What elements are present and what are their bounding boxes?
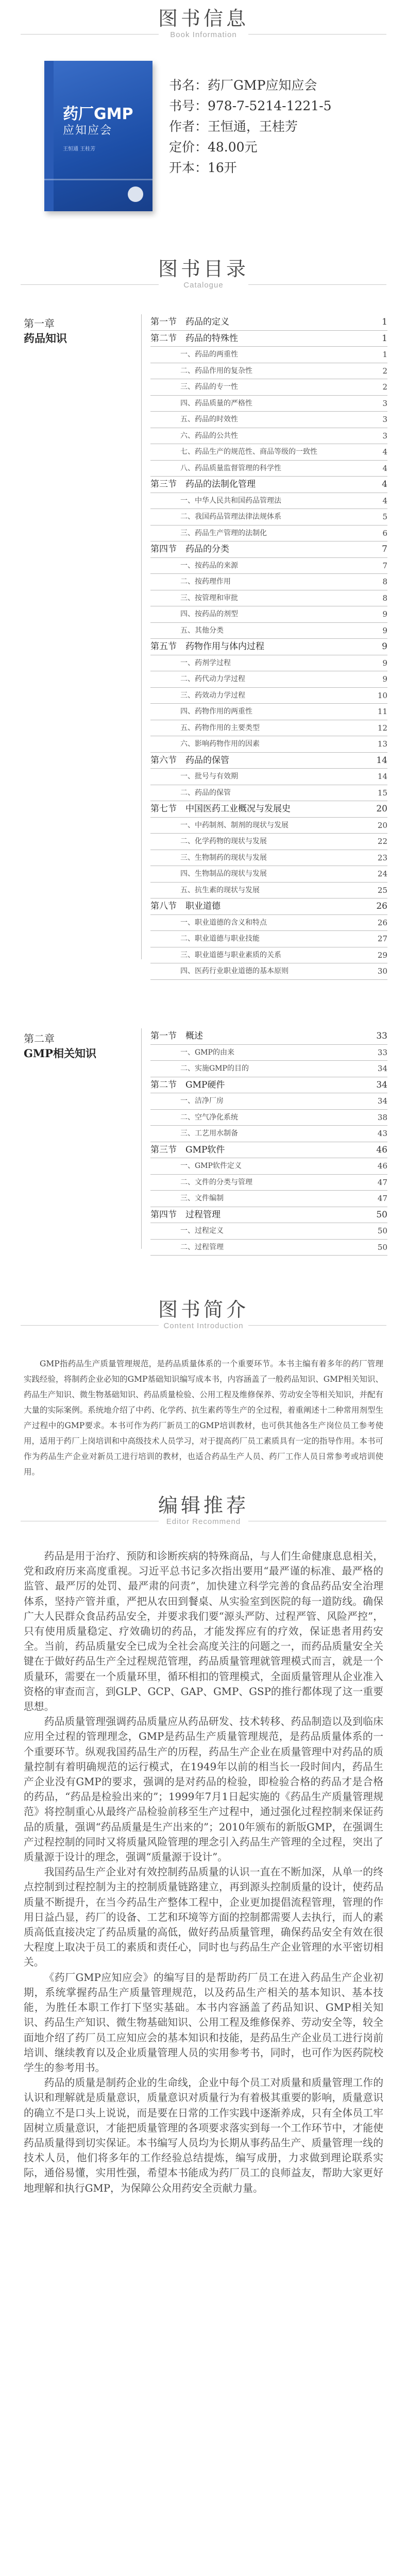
toc-subsection-row xyxy=(150,931,387,947)
toc-entry-title: 四、按药品的剂型 xyxy=(180,610,238,618)
toc-entry-title: 第六节 药品的保管 xyxy=(150,755,229,766)
recommend-banner xyxy=(0,1494,407,1527)
toc-page-number: 50 xyxy=(377,1226,387,1235)
toc-page-number: 13 xyxy=(377,739,387,749)
toc-entry-title: 一、中华人民共和国药品管理法 xyxy=(180,496,281,505)
toc-page-number: 1 xyxy=(382,350,387,359)
toc-entry-title: 二、文件的分类与管理 xyxy=(180,1178,252,1187)
toc-subsection-row xyxy=(150,606,387,623)
toc-page-number: 50 xyxy=(376,1209,387,1220)
toc-subsection-row xyxy=(150,590,387,607)
toc-entry-title: 三、职业道德与职业素质的关系 xyxy=(180,951,281,959)
chapter-1-label: 第一章 xyxy=(24,317,55,330)
catalogue-subtitle: Catalogue xyxy=(183,281,224,290)
intro-subtitle: Content Introduction xyxy=(163,1321,244,1330)
toc-entry-title: 六、影响药物作用的因素 xyxy=(180,740,260,748)
toc-section-row xyxy=(150,753,387,769)
toc-entry-title: 一、药品的两重性 xyxy=(180,350,238,359)
toc-page-number: 50 xyxy=(377,1242,387,1252)
toc-entry-title: 第七节 中国医药工业概况与发展史 xyxy=(150,804,291,814)
toc-subsection-row xyxy=(150,720,387,737)
toc-entry-title: 二、实施GMP的目的 xyxy=(180,1064,249,1073)
recommend-paragraph: 《药厂GMP应知应会》的编写目的是帮助药厂员工在进入药品生产企业初期，系统掌握药品生产质量管理规范，以及药品生产相关的基本知识、基本技能，为胜任本职工作打下坚实基础。本书内容涵盖了药品知识、GMP相关知识、药品生产知识、微生物基础知识、公用工程及维修保养、劳动安全等，较全面地介绍了药厂员工应知应会的基本知识和技能，是药品生产企业员工进行岗前培训、继续教育以及企业质量管理人员的实用参考书，同时，也可作为医药院校学生的参考用书。 xyxy=(24,1971,383,2074)
divider xyxy=(248,1325,386,1326)
toc-entry-title: 第二节 GMP硬件 xyxy=(150,1079,225,1090)
toc-entry-title: 二、药代动力学过程 xyxy=(180,675,245,683)
toc-subsection-row xyxy=(150,444,387,461)
toc-entry-title: 第五节 药物作用与体内过程 xyxy=(150,641,264,652)
toc-section-row xyxy=(150,1207,387,1224)
toc-divider xyxy=(141,1028,142,1249)
toc-page-number: 6 xyxy=(382,528,387,538)
toc-subsection-row xyxy=(150,818,387,834)
toc-page-number: 3 xyxy=(382,415,387,424)
cover-author: 王恒通 王桂芳 xyxy=(63,146,96,152)
toc-entry-title: 一、洁净厂房 xyxy=(180,1097,224,1105)
recommend-paragraph: 我国药品生产企业对有效控制药品质量的认识一直在不断加深，从单一的终点控制到过程控制为主的控制质量链路建立，再到源头控制质量的设计，使药品质量不断提升，在当今药品生产整体工程中，企业更加提倡流程管理，管理的作用日益凸显，药厂的设备、工艺和环境等方面的控制都需要人去执行，而人的素质高低直接决定了药品质量的高低，做好药品质量管理，确保药品安全有效在很大程度上取决于员工的素质和责任心，同时也与药品生产企业管理的水平密切相关。 xyxy=(24,1866,383,1969)
toc-subsection-row xyxy=(150,526,387,542)
book-info-subtitle: Book Information xyxy=(170,30,237,39)
toc-entry-title: 一、过程定义 xyxy=(180,1227,224,1235)
toc-page-number: 34 xyxy=(376,1079,387,1090)
toc-entry-title: 二、过程管理 xyxy=(180,1243,224,1251)
toc-page-number: 47 xyxy=(377,1194,387,1203)
toc-page-number: 9 xyxy=(382,658,387,668)
toc-entry-title: 三、药品的专一性 xyxy=(180,383,238,391)
toc-entry-title: 三、工艺用水制备 xyxy=(180,1129,238,1138)
toc-page-number: 9 xyxy=(382,641,387,652)
toc-page-number: 1 xyxy=(382,317,387,327)
chapter-1-name: 药品知识 xyxy=(24,332,67,345)
toc-page-number: 3 xyxy=(382,431,387,440)
toc-subsection-row xyxy=(150,671,387,688)
toc-entry-title: 一、中药制剂、制剂的现状与发展 xyxy=(180,821,289,829)
toc-page-number: 29 xyxy=(377,950,387,960)
toc-entry-title: 第四节 过程管理 xyxy=(150,1209,221,1220)
toc-page-number: 12 xyxy=(377,723,387,733)
catalogue-banner xyxy=(0,258,407,291)
toc-subsection-row xyxy=(150,915,387,931)
toc-page-number: 34 xyxy=(377,1064,387,1073)
book-author: 作者：王恒通，王桂芳 xyxy=(169,119,298,134)
chapter-2-name: GMP相关知识 xyxy=(24,1047,96,1060)
book-cover xyxy=(44,61,152,211)
toc-entry-title: 六、药品的公共性 xyxy=(180,431,238,440)
toc-entry-title: 二、职业道德与职业技能 xyxy=(180,935,260,943)
divider xyxy=(248,34,386,35)
recommend-title: 编辑推荐 xyxy=(158,1494,249,1517)
toc-subsection-row xyxy=(150,574,387,590)
toc-entry-title: 八、药品质量监督管理的科学性 xyxy=(180,464,281,472)
toc-subsection-row xyxy=(150,883,387,899)
toc-subsection-row xyxy=(150,558,387,574)
toc-page-number: 4 xyxy=(382,447,387,456)
toc-page-number: 8 xyxy=(382,577,387,586)
book-info-list xyxy=(169,75,332,178)
toc-entry-title: 第二节 药品的特殊性 xyxy=(150,333,238,344)
toc-page-number: 7 xyxy=(382,544,387,554)
toc-subsection-row xyxy=(150,963,387,980)
toc-entry-title: 一、GMP软件定义 xyxy=(180,1162,242,1170)
toc-entry-title: 二、药品作用的复杂性 xyxy=(180,366,252,375)
toc-entry-title: 一、批号与有效期 xyxy=(180,772,238,781)
recommend-paragraph: 药品质量管理强调药品质量应从药品研发、技术转移、药品制造以及到临床应用全过程的管理理念，GMP是药品生产质量管理规范，是药品质量体系的一个重要环节。纵观我国药品生产的历程，药品生产企业在质量管理中对药品的质量控制有着明确规范的运行模式，在1949年以前的相当长一段时间内，药品生产企业没有GMP的要求，强调的是对药品的检验，即检验合格的药品才是合格的药品，“药品是检验出来的”；1999年7月1日起实施的《药品生产质量管理规范》将控制重心从最终产品检验前移至生产过程中，通过强化过程控制来保证药品的质量，强调“药品质量是生产出来的”；2010年颁布的新版GMP，在强调生产过程控制的同时又将质量风险管理的理念引入药品生产管理的全过程，突出了质量源于设计的理念，强调“质量源于设计”。 xyxy=(24,1716,383,1863)
toc-entry-title: 一、GMP的由来 xyxy=(180,1048,234,1057)
recommend-body xyxy=(24,1549,383,2196)
divider xyxy=(21,1325,159,1326)
toc-entry-title: 一、职业道德的含义和特点 xyxy=(180,918,267,927)
toc-subsection-row xyxy=(150,347,387,363)
toc-subsection-row xyxy=(150,1045,387,1061)
toc-page-number: 30 xyxy=(377,967,387,976)
toc-page-number: 24 xyxy=(377,869,387,878)
toc-page-number: 9 xyxy=(382,674,387,684)
toc-page-number: 14 xyxy=(376,755,387,766)
toc-subsection-row xyxy=(150,1158,387,1175)
toc-page-number: 1 xyxy=(382,333,387,344)
toc-divider xyxy=(141,314,142,959)
toc-entry-title: 第四节 药品的分类 xyxy=(150,544,229,554)
toc-entry-title: 第三节 GMP软件 xyxy=(150,1144,225,1155)
toc-entry-title: 二、按药理作用 xyxy=(180,578,231,586)
toc-subsection-row xyxy=(150,428,387,445)
toc-page-number: 26 xyxy=(376,901,387,911)
toc-page-number: 4 xyxy=(382,496,387,505)
toc-page-number: 20 xyxy=(376,804,387,814)
toc-entry-title: 五、药物作用的主要类型 xyxy=(180,723,260,732)
toc-subsection-row xyxy=(150,704,387,720)
toc-subsection-row xyxy=(150,412,387,428)
toc-page-number: 33 xyxy=(376,1031,387,1041)
toc-subsection-row xyxy=(150,509,387,526)
toc-entry-title: 四、生物制品的现状与发展 xyxy=(180,870,267,878)
intro-title: 图书简介 xyxy=(158,1298,249,1321)
toc-page-number: 15 xyxy=(377,788,387,798)
toc-subsection-row xyxy=(150,623,387,639)
toc-subsection-row xyxy=(150,1175,387,1191)
toc-entry-title: 五、药品的时效性 xyxy=(180,415,238,423)
toc-page-number: 25 xyxy=(377,885,387,895)
toc-subsection-row xyxy=(150,834,387,850)
toc-chapter-1 xyxy=(150,314,387,980)
toc-entry-title: 四、医药行业职业道德的基本原则 xyxy=(180,967,289,975)
toc-page-number: 8 xyxy=(382,593,387,603)
toc-subsection-row xyxy=(150,1240,387,1256)
toc-subsection-row xyxy=(150,769,387,785)
toc-subsection-row xyxy=(150,947,387,964)
book-isbn: 书号：978-7-5214-1221-5 xyxy=(169,98,332,113)
toc-entry-title: 第三节 药品的法制化管理 xyxy=(150,479,256,489)
book-format: 开本：16开 xyxy=(169,160,237,175)
toc-page-number: 4 xyxy=(382,463,387,473)
toc-entry-title: 二、化学药物的现状与发展 xyxy=(180,837,267,845)
toc-subsection-row xyxy=(150,493,387,510)
publisher-logo-icon xyxy=(128,187,143,202)
toc-page-number: 22 xyxy=(377,837,387,846)
toc-subsection-row xyxy=(150,1093,387,1110)
toc-entry-title: 二、药品的保管 xyxy=(180,788,231,797)
toc-section-row xyxy=(150,1142,387,1159)
chapter-2-label: 第二章 xyxy=(24,1032,55,1045)
toc-subsection-row xyxy=(150,379,387,396)
toc-page-number: 47 xyxy=(377,1177,387,1187)
toc-entry-title: 二、我国药品管理法律法规体系 xyxy=(180,513,281,521)
intro-text: GMP指药品生产质量管理规范，是药品质量体系的一个重要环节。本书主编有着多年的药厂管理实践经验，将制药企业必知的GMP基础知识编写成本书，内容涵盖了一般药品知识、GMP相关知识、药品生产知识、微生物基础知识、药品质量检验、公用工程及维修保养、劳动安全等相关知识，并配有大量的实际案例。系统地介绍了中药、化学药、抗生素药等生产的全过程，着重阐述十二种常用剂型生产过程中的GMP要求。本书可作为药厂新员工的GMP培训教材，也可供其他各生产岗位员工参考使用，适用于药厂上岗培训和中高级技术人员学习，对于提高药厂员工素质具有一定的指导作用。本书可作为药品生产企业对新员工进行培训的教材，也适合药品生产人员、药厂工作人员日常参考或培训使用。 xyxy=(24,1359,383,1477)
toc-page-number: 34 xyxy=(377,1096,387,1106)
toc-subsection-row xyxy=(150,396,387,412)
toc-page-number: 20 xyxy=(377,820,387,830)
toc-page-number: 2 xyxy=(382,366,387,376)
toc-page-number: 9 xyxy=(382,609,387,619)
recommend-paragraph: 药品是用于治疗、预防和诊断疾病的特殊商品，与人们生命健康息息相关，党和政府历来高度重视。习近平总书记多次指出要用“最严谨的标准、最严格的监管、最严厉的处罚、最严肃的问责”，加快建立科学完善的食品药品安全治理体系，坚持产管并重，严把从农田到餐桌、从实验室到医院的每一道防线。确保广大人民群众食品药品安全，并要求我们要“源头严防、过程严管、风险严控”，只有使用质量稳定、疗效确切的药品，才能发挥应有的疗效，保证患者用药安全。当前，药品质量安全已成为全社会高度关注的问题之一，而药品质量安全关键在于做好药品生产全过程规范管理，药品质量管理就管理模式而言，就是一个质量环，需要在一个质量环里，循环相扣的管理模式，全面质量管理从企业准入资格的审查而言，到GLP、GCP、GAP、GMP、GSP的推行都体现了这一重要思想。 xyxy=(24,1550,383,1713)
toc-page-number: 38 xyxy=(377,1112,387,1122)
toc-entry-title: 一、按药品的来源 xyxy=(180,561,238,570)
toc-subsection-row xyxy=(150,655,387,672)
toc-subsection-row xyxy=(150,1110,387,1126)
toc-section-row xyxy=(150,899,387,915)
toc-entry-title: 三、生物制药的现状与发展 xyxy=(180,853,267,862)
toc-section-row xyxy=(150,477,387,493)
toc-section-row xyxy=(150,1028,387,1045)
toc-chapter-2 xyxy=(150,1028,387,1256)
toc-subsection-row xyxy=(150,1126,387,1142)
toc-subsection-row xyxy=(150,785,387,802)
book-info-banner xyxy=(0,7,407,40)
toc-entry-title: 一、药剂学过程 xyxy=(180,658,231,667)
recommend-subtitle: Editor Recommend xyxy=(166,1517,241,1526)
toc-entry-title: 第八节 职业道德 xyxy=(150,901,221,911)
toc-entry-title: 三、文件编制 xyxy=(180,1194,224,1202)
toc-entry-title: 五、抗生素的现状与发展 xyxy=(180,886,260,894)
cover-stripe xyxy=(44,179,152,180)
toc-section-row xyxy=(150,314,387,331)
divider xyxy=(21,284,159,285)
toc-page-number: 43 xyxy=(377,1129,387,1138)
toc-page-number: 4 xyxy=(382,479,387,489)
toc-section-row xyxy=(150,541,387,558)
toc-entry-title: 三、药品生产管理的法制化 xyxy=(180,529,267,537)
toc-section-row xyxy=(150,1077,387,1094)
cover-title: 药厂GMP xyxy=(63,105,133,123)
toc-page-number: 10 xyxy=(377,690,387,700)
toc-entry-title: 五、其他分类 xyxy=(180,626,224,635)
toc-page-number: 7 xyxy=(382,561,387,570)
toc-page-number: 3 xyxy=(382,398,387,408)
toc-entry-title: 二、空气净化系统 xyxy=(180,1113,238,1122)
chapter-2-heading xyxy=(24,1031,111,1061)
toc-subsection-row xyxy=(150,363,387,380)
toc-entry-title: 四、药品质量的严格性 xyxy=(180,399,252,408)
intro-banner xyxy=(0,1298,407,1331)
toc-page-number: 14 xyxy=(377,772,387,781)
book-info-title: 图书信息 xyxy=(158,7,249,30)
toc-entry-title: 第一节 药品的定义 xyxy=(150,317,229,327)
catalogue-title: 图书目录 xyxy=(158,258,249,280)
toc-section-row xyxy=(150,639,387,655)
toc-page-number: 33 xyxy=(377,1047,387,1057)
toc-page-number: 23 xyxy=(377,853,387,862)
toc-subsection-row xyxy=(150,1191,387,1207)
toc-subsection-row xyxy=(150,461,387,477)
toc-entry-title: 三、药效动力学过程 xyxy=(180,691,245,700)
toc-subsection-row xyxy=(150,688,387,704)
toc-page-number: 46 xyxy=(377,1161,387,1171)
toc-page-number: 46 xyxy=(376,1144,387,1155)
book-name: 书名：药厂GMP应知应会 xyxy=(169,78,317,93)
toc-subsection-row xyxy=(150,866,387,883)
divider xyxy=(248,284,386,285)
toc-subsection-row xyxy=(150,1223,387,1240)
toc-subsection-row xyxy=(150,1061,387,1077)
recommend-paragraph: 药品的质量是制药企业的生命线，企业中每个员工对质量和质量管理工作的认识和理解就是质量意识，质量意识对质量行为有着极其重要的影响，质量意识的确立不是口头上说说，而是要在日常的工作实践中逐渐养成，只有全体员工牢固树立质量意识，才能把质量管理的各项要求落实到每一个工作环节中，才能使药品质量得到切实保证。本书编写人员均为长期从事药品生产、质量管理一线的技术人员，他们将多年的工作经验总结提炼，编写成册，力求做到理论联系实际，通俗易懂，实用性强，希望本书能成为药厂员工的良师益友，帮助大家更好地理解和执行GMP，为保障公众用药安全贡献力量。 xyxy=(24,2077,383,2194)
toc-page-number: 5 xyxy=(382,512,387,521)
toc-entry-title: 三、按管理和审批 xyxy=(180,594,238,602)
toc-page-number: 2 xyxy=(382,382,387,392)
cover-subtitle: 应知应会 xyxy=(63,124,113,137)
toc-section-row xyxy=(150,801,387,818)
toc-page-number: 11 xyxy=(377,707,387,716)
toc-section-row xyxy=(150,331,387,347)
toc-entry-title: 第一节 概述 xyxy=(150,1031,203,1041)
cover-spine-band xyxy=(44,61,54,211)
toc-entry-title: 四、药物作用的两重性 xyxy=(180,707,252,716)
toc-page-number: 26 xyxy=(377,918,387,927)
toc-entry-title: 七、药品生产的规范性、商品等级的一致性 xyxy=(180,448,317,456)
divider xyxy=(21,34,159,35)
toc-page-number: 27 xyxy=(377,934,387,943)
chapter-1-heading xyxy=(24,316,111,346)
toc-subsection-row xyxy=(150,736,387,753)
toc-subsection-row xyxy=(150,850,387,867)
book-price: 定价：48.00元 xyxy=(169,140,258,155)
toc-page-number: 9 xyxy=(382,625,387,635)
